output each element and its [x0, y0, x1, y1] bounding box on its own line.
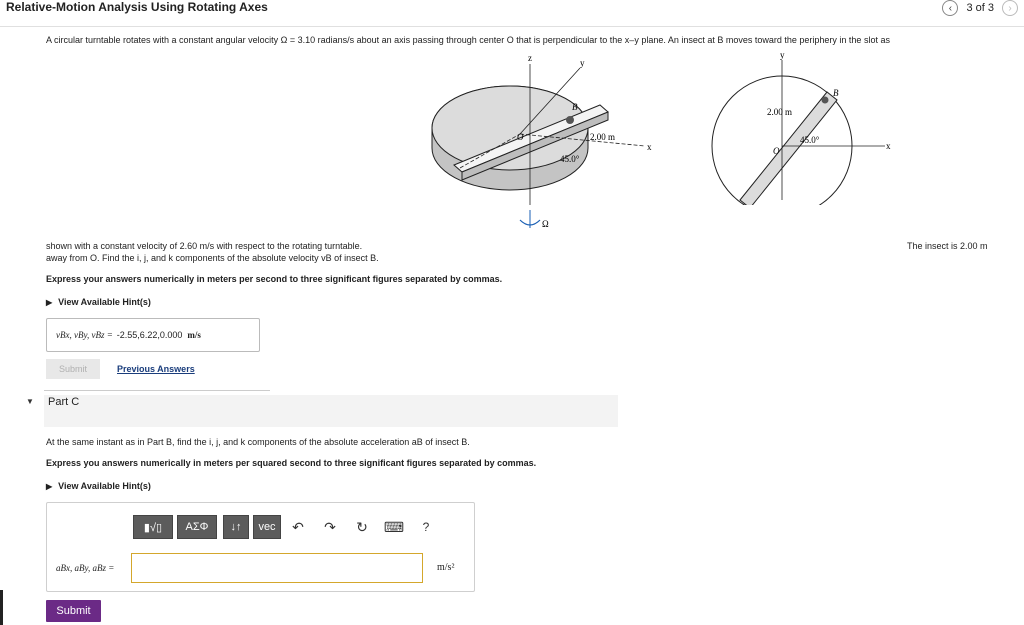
vector-button[interactable]: vec [253, 515, 281, 539]
part-b-answer-unit: m/s [187, 330, 201, 340]
fig-left-o-label: O [517, 132, 524, 142]
part-b-instruction: Express your answers numerically in meters per second to three significant figures separated by commas. [46, 274, 503, 284]
part-c-answer-input[interactable] [131, 553, 423, 583]
part-b-answer-label: vBx, vBy, vBz = [56, 330, 113, 340]
fig-left-dist-label: 2.00 m [590, 132, 616, 142]
templates-button[interactable]: ▮√▯ [133, 515, 173, 539]
fig-left-angle-label: 45.0° [560, 154, 580, 164]
pager [942, 0, 1018, 16]
equation-toolbar [133, 515, 441, 539]
fig-right-b-label: B [833, 88, 839, 98]
problem-line1-right: The insect is 2.00 m [907, 241, 988, 251]
part-c-question: At the same instant as in Part B, find the i, j, and k components of the absolute acceleration aB of insect B. [46, 437, 470, 447]
part-c-label: Part C [48, 396, 80, 408]
header [0, 0, 1024, 22]
page-indicator: 3 of 3 [966, 2, 994, 14]
fig-left-z-label: z [528, 53, 532, 63]
turntable-top-view-figure [705, 50, 895, 205]
left-edge-marker [0, 590, 3, 625]
part-c-top-line [44, 390, 270, 391]
part-c-equation-label: aBx, aBy, aBz = [56, 563, 115, 573]
part-c-hints-toggle[interactable] [46, 481, 151, 491]
header-divider [0, 26, 1024, 27]
fig-left-y-label: y [580, 58, 585, 68]
fig-right-angle-label: 45.0° [800, 135, 820, 145]
fig-left-x-label: x [647, 142, 652, 152]
part-c-collapse-icon[interactable]: ▼ [26, 397, 34, 406]
part-b-answer-value: -2.55,6.22,0.000 [116, 330, 183, 340]
part-b-answer-box [46, 318, 260, 352]
problem-intro: A circular turntable rotates with a constant angular velocity Ω = 3.10 radians/s about an axis passing through center O that is perpendicular to the x–y plane. An insect at B moves toward the periphery in the slot as [46, 35, 890, 45]
part-b-submit-button[interactable]: Submit [46, 359, 100, 379]
part-b-hints-toggle[interactable] [46, 297, 151, 307]
greek-symbols-button[interactable]: ΑΣΦ [177, 515, 217, 539]
fig-left-omega-label: Ω [542, 219, 549, 229]
fig-left-b-label: B [572, 102, 578, 112]
turntable-perspective-figure [420, 50, 660, 235]
fig-right-y-label: y [780, 50, 785, 60]
subscript-superscript-button[interactable]: ↓↑ [223, 515, 249, 539]
prev-page-button[interactable]: ‹ [942, 0, 958, 16]
problem-line2: away from O. Find the i, j, and k components of the absolute velocity vB of insect B. [46, 253, 379, 263]
previous-answers-link[interactable]: Previous Answers [117, 364, 195, 374]
problem-line1: shown with a constant velocity of 2.60 m/s with respect to the rotating turntable. [46, 241, 363, 251]
part-b-hints-label: View Available Hint(s) [58, 297, 151, 307]
part-c-instruction: Express you answers numerically in meters per squared second to three significant figures separated by commas. [46, 458, 537, 468]
fig-right-o-label: O [773, 146, 780, 156]
page-title: Relative-Motion Analysis Using Rotating Axes [6, 0, 268, 14]
keyboard-icon[interactable]: ⌨ [383, 518, 405, 535]
part-c-hints-label: View Available Hint(s) [58, 481, 151, 491]
redo-icon[interactable]: ↷ [324, 518, 336, 535]
part-c-submit-button[interactable]: Submit [46, 600, 101, 622]
help-icon[interactable]: ? [422, 520, 430, 534]
reset-icon[interactable]: ↻ [356, 518, 368, 535]
part-c-header[interactable] [44, 395, 618, 427]
equation-editor [46, 502, 475, 592]
next-page-button[interactable]: › [1002, 0, 1018, 16]
caret-right-icon: ▶ [46, 481, 53, 491]
caret-right-icon: ▶ [46, 297, 53, 307]
fig-right-x-label: x [886, 141, 891, 151]
undo-icon[interactable]: ↶ [292, 518, 304, 535]
fig-right-dist-label: 2.00 m [767, 107, 793, 117]
part-c-unit: m/s² [437, 562, 455, 573]
